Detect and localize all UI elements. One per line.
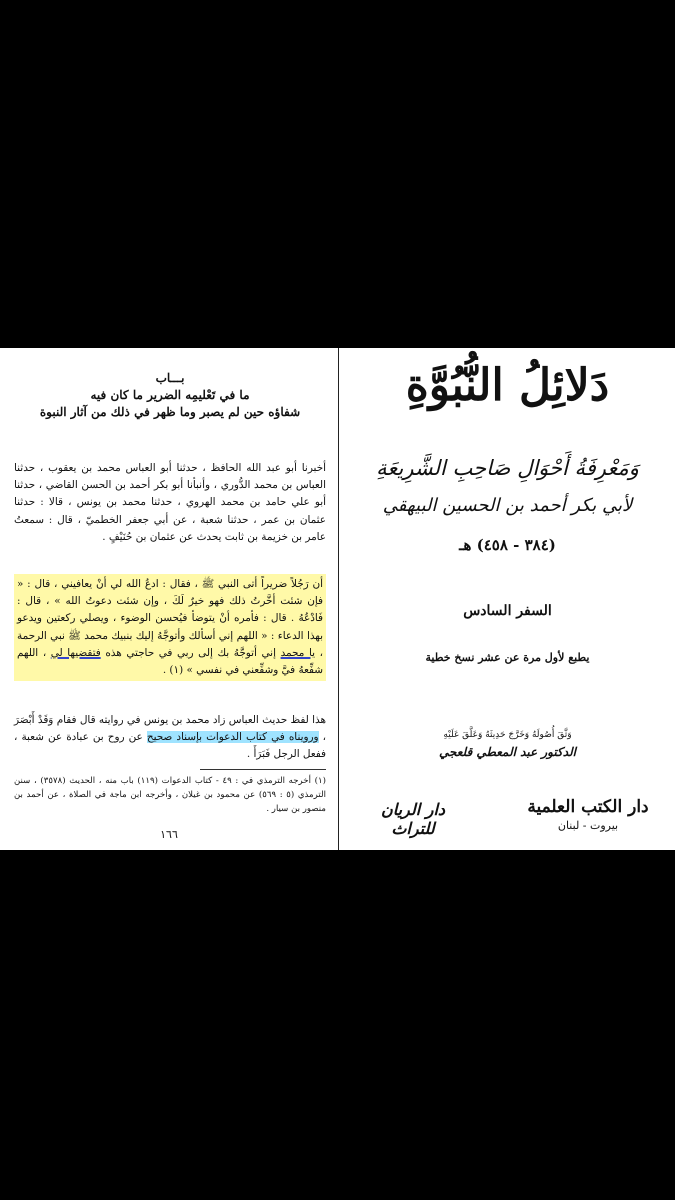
book-spread — [0, 348, 675, 850]
chapter-heading — [20, 370, 320, 421]
heading-line-1: ما في تَعْليمِه الضرير ما كان فيه — [90, 388, 250, 402]
edition-note: يطبع لأول مرة عن عشر نسخ خطية — [425, 651, 590, 664]
commentary-paragraph — [14, 712, 326, 764]
publisher-logo-right — [523, 796, 653, 834]
hadith-paragraph-highlighted — [14, 574, 326, 681]
hadith-text-end: ، اللهم شفِّعهُ فيَّ وشفِّعني في نفسي » (١) . — [17, 646, 323, 677]
publisher-logo-left: دار الريان للتراث — [380, 800, 446, 838]
page-number: ١٦٦ — [160, 828, 178, 841]
book-title: دَلائِلُ النُّبُوَّةِ — [405, 360, 610, 411]
page-gutter — [338, 348, 339, 850]
isnad-paragraph: أخبرنا أبو عبد الله الحافظ ، حدثنا أبو العباس محمد بن يعقوب ، حدثنا العباس بن محمد الدُّوري ، وأنبأنا أبو بكر أحمد بن الحسن القاضي ، حدثنا أبو علي حامد بن محمد الهروي ، حدثنا محمد بن يونس ، قالا : حدثنا عثمان بن عمر ، حدثنا شعبة ، عن أبي جعفر الخطميّ ، قال : سمعتُ عامر بن خزيمة بن ثابت يحدث عن عثمان بن حُنَيْفٍ . — [14, 462, 326, 543]
author-line: لأبي بكر أحمد بن الحسين البيهقي — [382, 495, 633, 516]
left-page — [0, 348, 338, 850]
bab-word: بـــاب — [155, 371, 185, 385]
book-subtitle: وَمَعْرِفَةُ أَحْوَالِ صَاحِبِ الشَّرِيعَةِ — [376, 456, 639, 480]
underlined-phrase-1: يا محمد — [280, 646, 316, 659]
volume-label: السفر السادس — [463, 603, 552, 619]
footnote-divider — [200, 769, 326, 770]
commentary-start: هذا لفظ حديث العباس زاد محمد بن يونس في روايته قال فقام وَقَدْ أَبْصَرَ ، — [14, 714, 327, 744]
title-page — [340, 348, 675, 850]
footnote: (١) أخرجه الترمذي في : ٤٩ - كتاب الدعوات (١١٩) باب منه ، الحديث (٣٥٧٨) ، سنن الترمذي (٥ : ٥٦٩) عن محمود بن غيلان ، وأخرجه ابن ماجة في الصلاة ، عن أحمد بن منصور بن سيار . — [14, 776, 326, 814]
heading-line-2: شفاؤه حين لم يصبر وما ظهر في ذلك من آثار النبوة — [39, 405, 301, 419]
publisher-city: بيروت - لبنان — [557, 819, 619, 832]
blue-highlight-phrase: ورويناه في كتاب الدعوات بإسناد صحيح — [146, 731, 319, 744]
editor-credit: وَثَّقَ أُصُولَهُ وَخَرَّجَ حَدِيثَهُ وَعَلَّقَ عَلَيْهِ — [443, 730, 572, 740]
editor-name: الدكتور عبد المعطي قلعجي — [438, 745, 577, 759]
hadith-text-start: أن رَجُلاً ضريراً أتى النبي ﷺ ، فقال : ادعُ الله لي أنْ يعافيني ، قال : « فإن شئت أخَّرتُ ذلك فهو خيرٌ لَكَ ، وإن شئت دعوتُ الله » ، قال : فَادْعُهُ . قال : فأمره أنْ يتوضأ فيُحسن الوضوء ، ويصلي ركعتين ويدعو بهذا الدعاء : « اللهم إني أسألك وأتوجَّهُ إليك بنبيك محمد ﷺ نبي الرحمة ، — [17, 578, 323, 659]
author-dates: (٣٨٤ - ٤٥٨) هـ — [459, 536, 556, 554]
commentary-end: عن روح بن عبادة عن شعبة ، ففعل الرجل فَبَرَأَ . — [14, 731, 326, 761]
hadith-text-mid: إني أتوجَّهُ بك إلى ربي في حاجتي هذه — [105, 646, 276, 659]
publisher-name: دار الكتب العلمية — [527, 797, 649, 817]
underlined-phrase-2: فتقضيها لي — [50, 646, 101, 659]
